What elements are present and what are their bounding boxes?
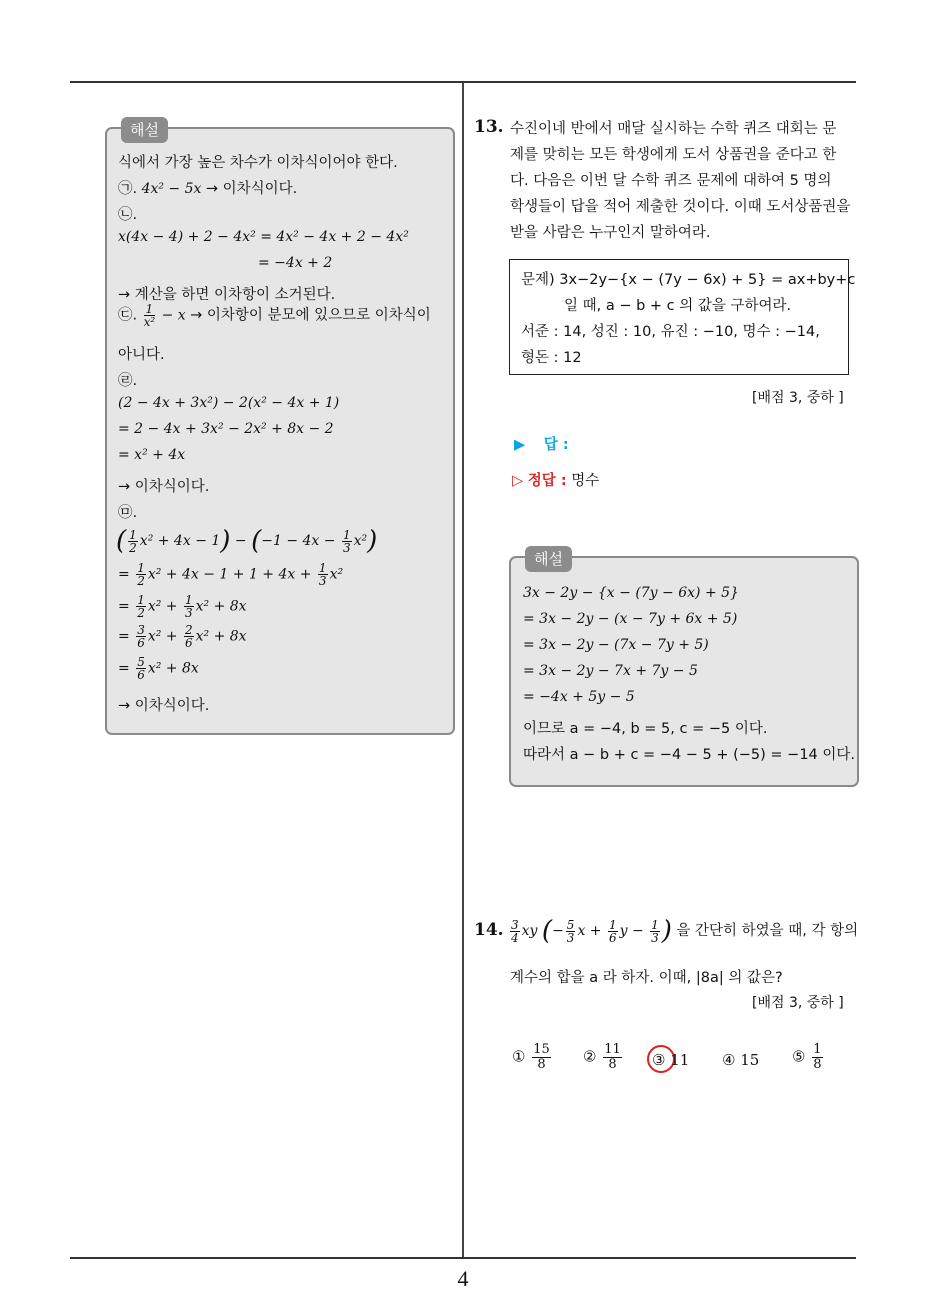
- q13-problem-line4: 형돈 : 12: [521, 350, 582, 366]
- choice-num: 15: [533, 1042, 550, 1057]
- q13-solution-line: = 3x − 2y − 7x + 7y − 5: [523, 663, 698, 679]
- q13-correct-label: 정답 :: [527, 473, 567, 489]
- item-a-result: → 이차식이다.: [205, 181, 298, 197]
- item-d-label: ㉣.: [118, 373, 138, 389]
- solution-tag: 해설: [525, 546, 572, 572]
- q13-solution-line: = 3x − 2y − (x − 7y + 6x + 5): [523, 611, 738, 627]
- item-e-line5: = $\frac{5}{6}$ x² + 8x: [118, 655, 199, 682]
- q13-solution-line: = 3x − 2y − (7x − 7y + 5): [523, 637, 709, 653]
- page-number: 4: [457, 1266, 469, 1291]
- choice-mark: ⑤: [792, 1047, 806, 1066]
- play-arrow-icon: ▶: [514, 437, 526, 453]
- item-c: [118, 303, 431, 328]
- item-c-fraction: [144, 303, 156, 328]
- solution-intro: 식에서 가장 높은 차수가 이차식이어야 한다.: [118, 155, 398, 171]
- q14-choice-1[interactable]: [512, 1043, 553, 1072]
- choice-value: 11: [670, 1051, 690, 1069]
- q13-text: [510, 116, 850, 246]
- item-d-result: → 이차식이다.: [118, 479, 210, 495]
- choice-value: 15: [740, 1051, 760, 1069]
- item-e-line4: = $\frac{3}{6}$ x² + $\frac{2}{6}$ x² + 8x: [118, 623, 247, 650]
- q13-problem-line2: 일 때, a − b + c 의 값을 구하여라.: [564, 298, 792, 314]
- q13-number: 13.: [474, 117, 504, 137]
- q13-problem-line3: 서준 : 14, 성진 : 10, 유진 : −10, 명수 : −14,: [521, 324, 820, 340]
- item-e-line3: = $\frac{1}{2}$ x² + $\frac{1}{3}$ x² + 8x: [118, 593, 247, 620]
- q14-choice-2[interactable]: [583, 1043, 624, 1072]
- q13-text-line: 제를 맞히는 모든 학생에게 도서 상품권을 준다고 한: [510, 147, 837, 163]
- item-c-frac-num: 1: [145, 302, 154, 316]
- item-c-tail: − x: [161, 307, 186, 324]
- q13-answer-label: 답 :: [543, 437, 569, 453]
- q13-text-line: 받을 사람은 누구인지 말하여라.: [510, 225, 711, 241]
- item-d-line1: (2 − 4x + 3x²) − 2(x² − 4x + 1): [118, 395, 340, 411]
- item-c-label: ㉢.: [118, 307, 138, 324]
- q13-solution-conclusion-1: 이므로 a = −4, b = 5, c = −5 이다.: [523, 721, 768, 737]
- q13-solution-line: 3x − 2y − {x − (7y − 6x) + 5}: [523, 585, 739, 601]
- item-a: [118, 177, 297, 198]
- outline-arrow-icon: ▷: [512, 473, 524, 489]
- item-a-expr: 4x² − 5x: [141, 181, 202, 197]
- item-c-result-2: 아니다.: [118, 347, 165, 363]
- column-divider: [462, 83, 464, 1257]
- item-c-frac-den: x²: [143, 315, 156, 329]
- choice-den: 8: [813, 1057, 822, 1072]
- item-d-line3: = x² + 4x: [118, 447, 186, 463]
- item-a-label: ㉠.: [118, 181, 138, 197]
- choice-mark: ④: [722, 1051, 736, 1069]
- choice-num: 1: [813, 1042, 822, 1057]
- item-d-line2: = 2 − 4x + 3x² − 2x² + 8x − 2: [118, 421, 334, 437]
- q14-text-tail: 을 간단히 하였을 때, 각 항의: [676, 923, 859, 939]
- q13-text-line: 다. 다음은 이번 달 수학 퀴즈 문제에 대하여 5 명의: [510, 173, 832, 189]
- q13-answer-row: [514, 433, 569, 454]
- item-b-label: ㉡.: [118, 207, 138, 223]
- q14-expression: $\frac{3}{4}$ xy (− $\frac{5}{3}$ x + $\frac{1}{6}$ y − $\frac{1}{3}$ ) 을 간단히 하였을 때, 각 항의: [511, 916, 859, 946]
- q14-choice-4[interactable]: [722, 1051, 759, 1069]
- q13-score: [배점 3, 중하 ]: [752, 390, 844, 406]
- solution-tag: 해설: [121, 117, 168, 143]
- q14-choice-5[interactable]: [792, 1043, 825, 1072]
- choice-den: 8: [537, 1057, 546, 1072]
- q14-score: [배점 3, 중하 ]: [752, 995, 844, 1011]
- q14-number: 14.: [474, 920, 504, 940]
- item-b-line2: = −4x + 2: [258, 255, 333, 271]
- item-e-line1: ( $\frac{1}{2}$ x² + 4x − 1) − (−1 − 4x − $\frac{1}{3}$ x²): [116, 526, 378, 556]
- q13-correct-value: 명수: [571, 473, 600, 489]
- item-e-label: ㉤.: [118, 505, 138, 521]
- item-e-line2: = $\frac{1}{2}$ x² + 4x − 1 + 1 + 4x + $\frac{1}{3}$ x²: [118, 561, 344, 588]
- q13-correct-row: [512, 469, 599, 490]
- q13-problem-line1: 문제) 3x−2y−{x − (7y − 6x) + 5} = ax+by+c: [521, 272, 856, 288]
- item-b-result: → 계산을 하면 이차항이 소거된다.: [118, 287, 336, 303]
- choice-den: 8: [608, 1057, 617, 1072]
- item-e-result: → 이차식이다.: [118, 698, 210, 714]
- q13-solution-line: = −4x + 5y − 5: [523, 689, 635, 705]
- q13-text-line: 수진이네 반에서 매달 실시하는 수학 퀴즈 대회는 문: [510, 121, 837, 137]
- q13-solution-conclusion-2: 따라서 a − b + c = −4 − 5 + (−5) = −14 이다.: [523, 747, 856, 763]
- q13-text-line: 학생들이 답을 적어 제출한 것이다. 이때 도서상품권을: [510, 199, 851, 215]
- choice-mark: ③: [652, 1051, 666, 1069]
- choice-mark: ②: [583, 1047, 597, 1066]
- bottom-rule: [70, 1257, 856, 1259]
- q14-choice-3[interactable]: [652, 1051, 689, 1069]
- choice-mark: ①: [512, 1047, 526, 1066]
- item-b-line1: x(4x − 4) + 2 − 4x² = 4x² − 4x + 2 − 4x²: [118, 229, 409, 245]
- q14-text-line2: 계수의 합을 a 라 하자. 이때, |8a| 의 값은?: [510, 970, 783, 986]
- choice-num: 11: [604, 1042, 621, 1057]
- item-c-result: → 이차항이 분모에 있으므로 이차식이: [190, 307, 431, 324]
